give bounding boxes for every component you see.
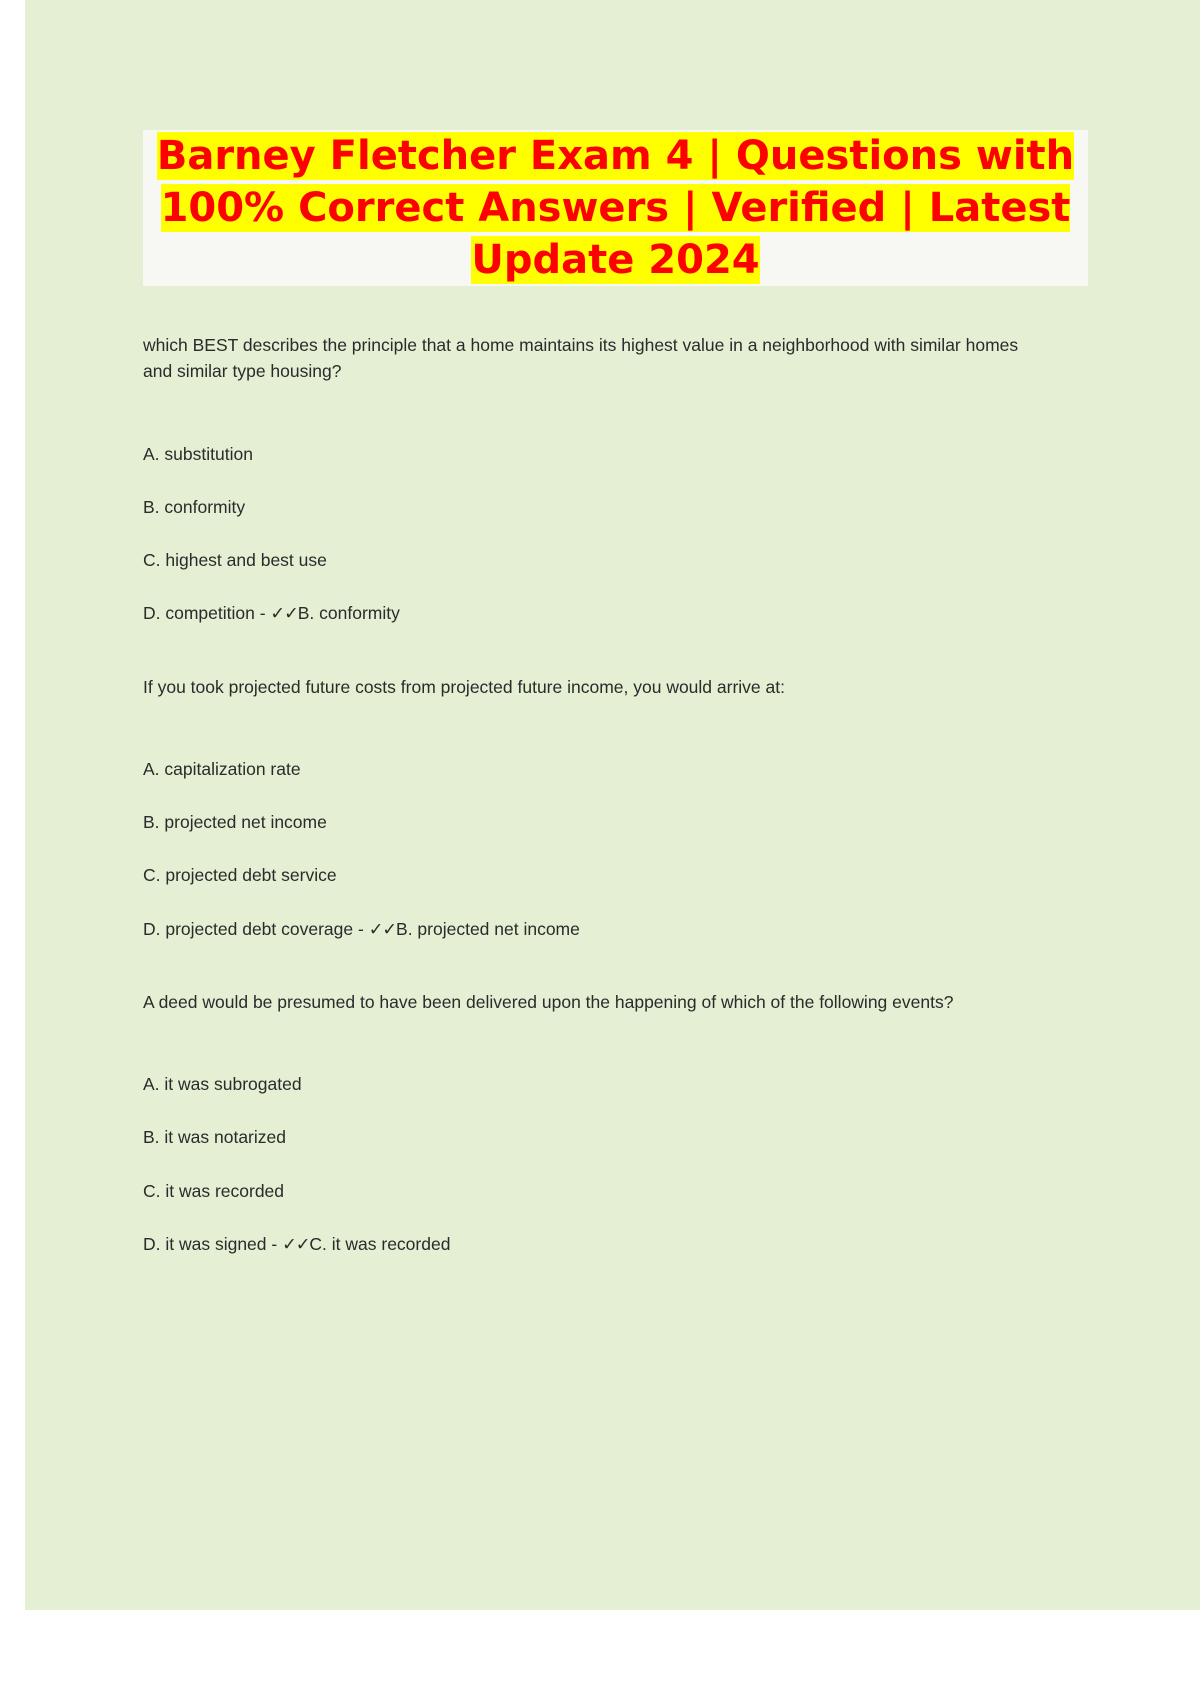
- answer-choice-label: D. competition -: [143, 603, 271, 624]
- answer-choice-label: D. projected debt coverage -: [143, 918, 369, 939]
- page-title: [143, 130, 1088, 286]
- answer-choice: B. projected net income: [143, 812, 327, 832]
- question-block: [143, 332, 1088, 628]
- answer-choice-with-answer: [143, 600, 1088, 627]
- check-icon: ✓✓: [368, 919, 397, 940]
- answer-choice: B. conformity: [143, 496, 246, 517]
- question-block: [143, 989, 1088, 1258]
- question-prompt: A deed would be presumed to have been delivered upon the happening of which of the following events?: [143, 991, 954, 1012]
- answer-choice: C. it was recorded: [143, 1180, 285, 1201]
- title-line-2: 100% Correct Answers | Verified | Latest: [160, 185, 1071, 231]
- answer-choice: A. substitution: [143, 443, 253, 464]
- correct-answer: B. conformity: [297, 603, 400, 624]
- document-page: [25, 0, 1200, 1610]
- correct-answer: C. it was recorded: [309, 1233, 451, 1254]
- answer-choice: A. capitalization rate: [143, 758, 301, 779]
- answer-choice: B. it was notarized: [143, 1127, 286, 1148]
- answer-choice: C. highest and best use: [143, 550, 327, 570]
- title-line-1: Barney Fletcher Exam 4 | Questions with: [156, 133, 1075, 179]
- document-content: [143, 0, 1088, 1258]
- answer-choice-label: D. it was signed -: [143, 1233, 283, 1254]
- answer-choice-with-answer: [143, 1231, 1088, 1258]
- check-icon: ✓✓: [282, 1234, 310, 1255]
- correct-answer: B. projected net income: [396, 918, 580, 939]
- title-line-3: Update 2024: [471, 237, 760, 283]
- question-prompt: If you took projected future costs from projected future income, you would arrive at:: [143, 676, 785, 697]
- answer-choice: C. projected debt service: [143, 865, 337, 886]
- answer-choice: A. it was subrogated: [143, 1074, 302, 1094]
- question-block: [143, 674, 1088, 943]
- question-prompt: which BEST describes the principle that a home maintains its highest value in a neighborhood with similar homes and similar type housing?: [143, 335, 1019, 382]
- answer-choice-with-answer: [143, 916, 1088, 943]
- check-icon: ✓✓: [270, 604, 298, 625]
- page-bottom-margin: [25, 1610, 1200, 1700]
- document-title-block: [143, 130, 1088, 286]
